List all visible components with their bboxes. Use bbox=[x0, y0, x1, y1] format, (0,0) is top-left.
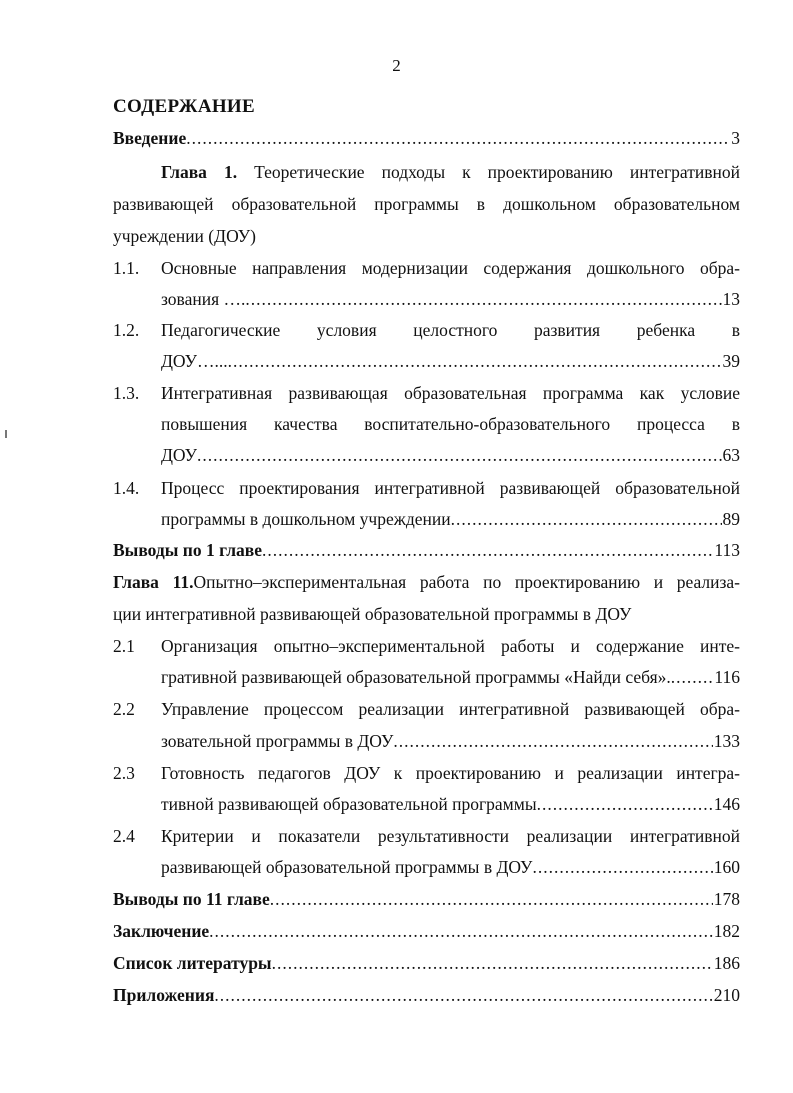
chapter1-title-line1[interactable] bbox=[113, 161, 740, 183]
section-2-3-line2[interactable] bbox=[161, 793, 740, 815]
entry-title: Приложения bbox=[113, 985, 215, 1005]
entry-page: 186 bbox=[713, 953, 740, 973]
chapter1-text: Теоретические подходы к проектированию интегративной bbox=[254, 162, 740, 182]
toc-entry-appendices[interactable] bbox=[113, 984, 740, 1006]
section-1-2-line1[interactable]: Педагогические условия целостного развития ребенка в bbox=[161, 320, 740, 340]
entry-page: 3 bbox=[731, 128, 740, 148]
entry-page: 178 bbox=[713, 889, 740, 909]
section-1-3-line3[interactable] bbox=[161, 444, 740, 466]
section-1-4-line1[interactable]: Процесс проектирования интегративной развивающей образовательной bbox=[161, 478, 740, 498]
section-1-3-line2[interactable]: повышения качества воспитательно-образовательного процесса в bbox=[161, 414, 740, 434]
entry-page: 113 bbox=[714, 540, 740, 560]
entry-title: зования …. bbox=[161, 289, 246, 309]
section-number: 2.4 bbox=[113, 826, 135, 846]
chapter1-title-line3: учреждении (ДОУ) bbox=[113, 226, 256, 246]
entry-page: 39 bbox=[722, 351, 740, 371]
toc-entry-conclusions-ch1[interactable] bbox=[113, 539, 740, 561]
dot-leader bbox=[532, 856, 712, 878]
section-number: 1.1. bbox=[113, 258, 140, 278]
section-2-1-line1[interactable]: Организация опытно–экспериментальной работы и содержание инте- bbox=[161, 636, 740, 656]
dot-leader bbox=[537, 793, 713, 815]
dot-leader bbox=[671, 666, 714, 688]
chapter1-title-line2: развивающей образовательной программы в дошкольном образовательном bbox=[113, 194, 740, 214]
dot-leader bbox=[214, 984, 712, 1006]
section-2-1-line2[interactable] bbox=[161, 666, 740, 688]
dot-leader bbox=[245, 288, 721, 310]
toc-entry-conclusions-ch2[interactable] bbox=[113, 888, 740, 910]
toc-entry-conclusion[interactable] bbox=[113, 920, 740, 942]
chapter2-label: Глава 11. bbox=[113, 572, 194, 592]
entry-title: зовательной программы в ДОУ bbox=[161, 731, 394, 751]
entry-title: развивающей образовательной программы в ДОУ bbox=[161, 857, 533, 877]
chapter2-title-line1[interactable] bbox=[113, 571, 740, 593]
section-1-4-line2[interactable] bbox=[161, 508, 740, 530]
entry-title: Заключение bbox=[113, 921, 210, 941]
entry-page: 13 bbox=[722, 289, 740, 309]
section-2-2-line1[interactable]: Управление процессом реализации интегративной развивающей обра- bbox=[161, 699, 740, 719]
section-2-4-line1[interactable]: Критерии и показатели результативности реализации интегративной bbox=[161, 826, 740, 846]
chapter2-title-line2: ции интегративной развивающей образовательной программы в ДОУ bbox=[113, 604, 632, 624]
entry-page: 116 bbox=[714, 667, 740, 687]
section-number: 1.2. bbox=[113, 320, 140, 340]
chapter1-label: Глава 1. bbox=[161, 162, 238, 182]
entry-page: 133 bbox=[713, 731, 740, 751]
section-number: 2.1 bbox=[113, 636, 135, 656]
dot-leader bbox=[186, 127, 730, 149]
dot-leader bbox=[262, 539, 713, 561]
entry-page: 63 bbox=[722, 445, 740, 465]
entry-page: 160 bbox=[713, 857, 740, 877]
scan-margin-mark bbox=[5, 430, 7, 438]
section-number: 1.4. bbox=[113, 478, 140, 498]
toc-entry-introduction[interactable] bbox=[113, 127, 740, 149]
dot-leader bbox=[228, 350, 722, 372]
section-2-2-line2[interactable] bbox=[161, 730, 740, 752]
dot-leader bbox=[270, 888, 713, 910]
dot-leader bbox=[451, 508, 722, 530]
entry-title: Выводы по 1 главе bbox=[113, 540, 262, 560]
section-1-3-line1[interactable]: Интегративная развивающая образовательная программа как условие bbox=[161, 383, 740, 403]
section-1-1-line2[interactable] bbox=[161, 288, 740, 310]
entry-title: ДОУ bbox=[161, 445, 197, 465]
section-number: 1.3. bbox=[113, 383, 140, 403]
section-1-1-line1[interactable]: Основные направления модернизации содержания дошкольного обра- bbox=[161, 258, 740, 278]
entry-page: 89 bbox=[722, 509, 740, 529]
chapter2-text: Опытно–экспериментальная работа по проектированию и реализа- bbox=[193, 572, 740, 592]
entry-title: Выводы по 11 главе bbox=[113, 889, 270, 909]
toc-entry-references[interactable] bbox=[113, 952, 740, 974]
section-number: 2.2 bbox=[113, 699, 135, 719]
dot-leader bbox=[209, 920, 713, 942]
entry-page: 210 bbox=[713, 985, 740, 1005]
toc-heading: СОДЕРЖАНИЕ bbox=[113, 96, 255, 117]
entry-page: 182 bbox=[713, 921, 740, 941]
entry-title: Введение bbox=[113, 128, 187, 148]
dot-leader bbox=[272, 952, 713, 974]
section-number: 2.3 bbox=[113, 763, 135, 783]
section-2-4-line2[interactable] bbox=[161, 856, 740, 878]
entry-page: 146 bbox=[713, 794, 740, 814]
entry-title: гративной развивающей образовательной программы «Найди себя». bbox=[161, 667, 671, 687]
dot-leader bbox=[393, 730, 712, 752]
dot-leader bbox=[197, 444, 722, 466]
entry-title: программы в дошкольном учреждении bbox=[161, 509, 451, 529]
entry-title: Список литературы bbox=[113, 953, 272, 973]
entry-title: тивной развивающей образовательной программы bbox=[161, 794, 537, 814]
section-2-3-line1[interactable]: Готовность педагогов ДОУ к проектированию и реализации интегра- bbox=[161, 763, 740, 783]
page-number: 2 bbox=[392, 56, 401, 75]
section-1-2-line2[interactable] bbox=[161, 350, 740, 372]
entry-title: ДОУ…... bbox=[161, 351, 228, 371]
